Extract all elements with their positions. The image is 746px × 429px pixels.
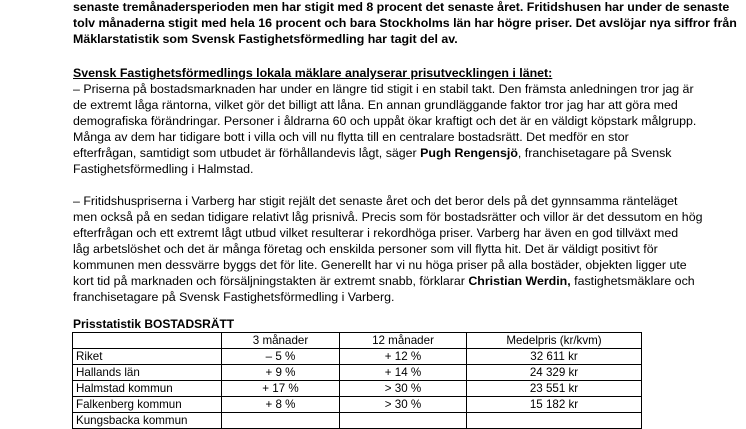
table-row bbox=[73, 413, 642, 429]
avg-price-cell: 15 182 kr bbox=[467, 397, 642, 413]
table-row bbox=[73, 397, 642, 413]
quote1-line: de extremt låga räntorna, vilket gör det billigt att låna. En annan grundläggande faktor tror jag har att göra med bbox=[73, 98, 678, 112]
quote1-speaker: Pugh Rengensjö bbox=[420, 146, 518, 160]
quote2-line-with-speaker bbox=[73, 273, 695, 289]
region-cell: Halmstad kommun bbox=[73, 381, 222, 397]
header-cell: 3 månader bbox=[222, 333, 340, 349]
table-row bbox=[73, 381, 642, 397]
section-heading: Svensk Fastighetsförmedlings lokala mäklare analyserar prisutvecklingen i länet: bbox=[73, 66, 553, 80]
intro-line: senaste tremånadersperioden men har stigit med 8 procent det senaste året. Fritidshusen har under de senaste bbox=[73, 0, 730, 14]
quote2-line: franchisetagare på Svensk Fastighetsförmedling i Varberg. bbox=[73, 290, 395, 304]
intro-line: Mäklarstatistik som Svensk Fastighetsförmedling har tagit del av. bbox=[73, 32, 458, 46]
avg-price-cell: 23 551 kr bbox=[467, 381, 642, 397]
three-month-cell: + 17 % bbox=[222, 381, 340, 397]
table-row bbox=[73, 365, 642, 381]
price-stats-table bbox=[72, 332, 642, 429]
avg-price-cell bbox=[467, 413, 642, 429]
quote2-line: – Fritidshuspriserna i Varberg har stigit rejält det senaste året och det beror dels på det gynnsamma ränteläget bbox=[73, 194, 678, 208]
quote1-line-with-speaker bbox=[73, 145, 672, 161]
avg-price-cell: 24 329 kr bbox=[467, 365, 642, 381]
twelve-month-cell: > 30 % bbox=[340, 397, 467, 413]
avg-price-cell: 32 611 kr bbox=[467, 349, 642, 365]
twelve-month-cell: + 14 % bbox=[340, 365, 467, 381]
quote2-line: efterfrågan och ett extremt lågt utbud vilket resulterar i rekordhöga priser. Varberg har även en god tillväxt med bbox=[73, 226, 679, 240]
region-cell: Falkenberg kommun bbox=[73, 397, 222, 413]
table-row bbox=[73, 349, 642, 365]
quote2-text: kort tid på marknaden och försäljningstakten är extremt snabb, förklarar bbox=[73, 274, 469, 288]
header-cell bbox=[73, 333, 222, 349]
twelve-month-cell: > 30 % bbox=[340, 381, 467, 397]
three-month-cell bbox=[222, 413, 340, 429]
region-cell: Hallands län bbox=[73, 365, 222, 381]
quote2-line: men också på en sedan tidigare relativt låg prisnivå. Precis som för bostadsrätter och villor är det dessutom en hög bbox=[73, 210, 703, 224]
table-header-row bbox=[73, 333, 642, 349]
quote2-line: kommunen men dessvärre byggs det för lite. Generellt har vi nu höga priser på alla bostäder, objekten ligger ute bbox=[73, 258, 687, 272]
quote2-line: låg arbetslöshet och det är många företag och enskilda personer som vill flytta hit. Det är väldigt positivt för bbox=[73, 242, 658, 256]
three-month-cell: + 8 % bbox=[222, 397, 340, 413]
twelve-month-cell bbox=[340, 413, 467, 429]
header-cell: 12 månader bbox=[340, 333, 467, 349]
quote2-speaker: Christian Werdin, bbox=[468, 274, 571, 288]
intro-line: tolv månaderna stigit med hela 16 procent och bara Stockholms län har högre priser. Det avslöjar nya siffror från bbox=[73, 16, 737, 30]
quote1-text: efterfrågan, samtidigt som utbudet är förhållandevis lågt, säger bbox=[73, 146, 421, 160]
stats-title: Prisstatistik BOSTADSRÄTT bbox=[73, 317, 235, 331]
region-cell: Riket bbox=[73, 349, 222, 365]
region-cell: Kungsbacka kommun bbox=[73, 413, 222, 429]
three-month-cell: + 9 % bbox=[222, 365, 340, 381]
quote1-line: Många av dem har tidigare bott i villa och vill nu flytta till en centralare bostadsrätt. Det medför en stor bbox=[73, 130, 629, 144]
quote1-line: – Priserna på bostadsmarknaden har under en längre tid stigit i en stabil takt. Den främsta anledningen tror jag är bbox=[73, 82, 694, 96]
header-cell: Medelpris (kr/kvm) bbox=[467, 333, 642, 349]
quote1-line: demografiska förändringar. Personer i åldrarna 60 och uppåt ökar kraftigt och det är en väldigt köpstark målgrupp. bbox=[73, 114, 697, 128]
quote1-line: Fastighetsförmedling i Halmstad. bbox=[73, 162, 254, 176]
quote1-speaker-title: , franchisetagare på Svensk bbox=[517, 146, 672, 160]
three-month-cell: – 5 % bbox=[222, 349, 340, 365]
twelve-month-cell: + 12 % bbox=[340, 349, 467, 365]
quote2-speaker-title: fastighetsmäklare och bbox=[570, 274, 695, 288]
